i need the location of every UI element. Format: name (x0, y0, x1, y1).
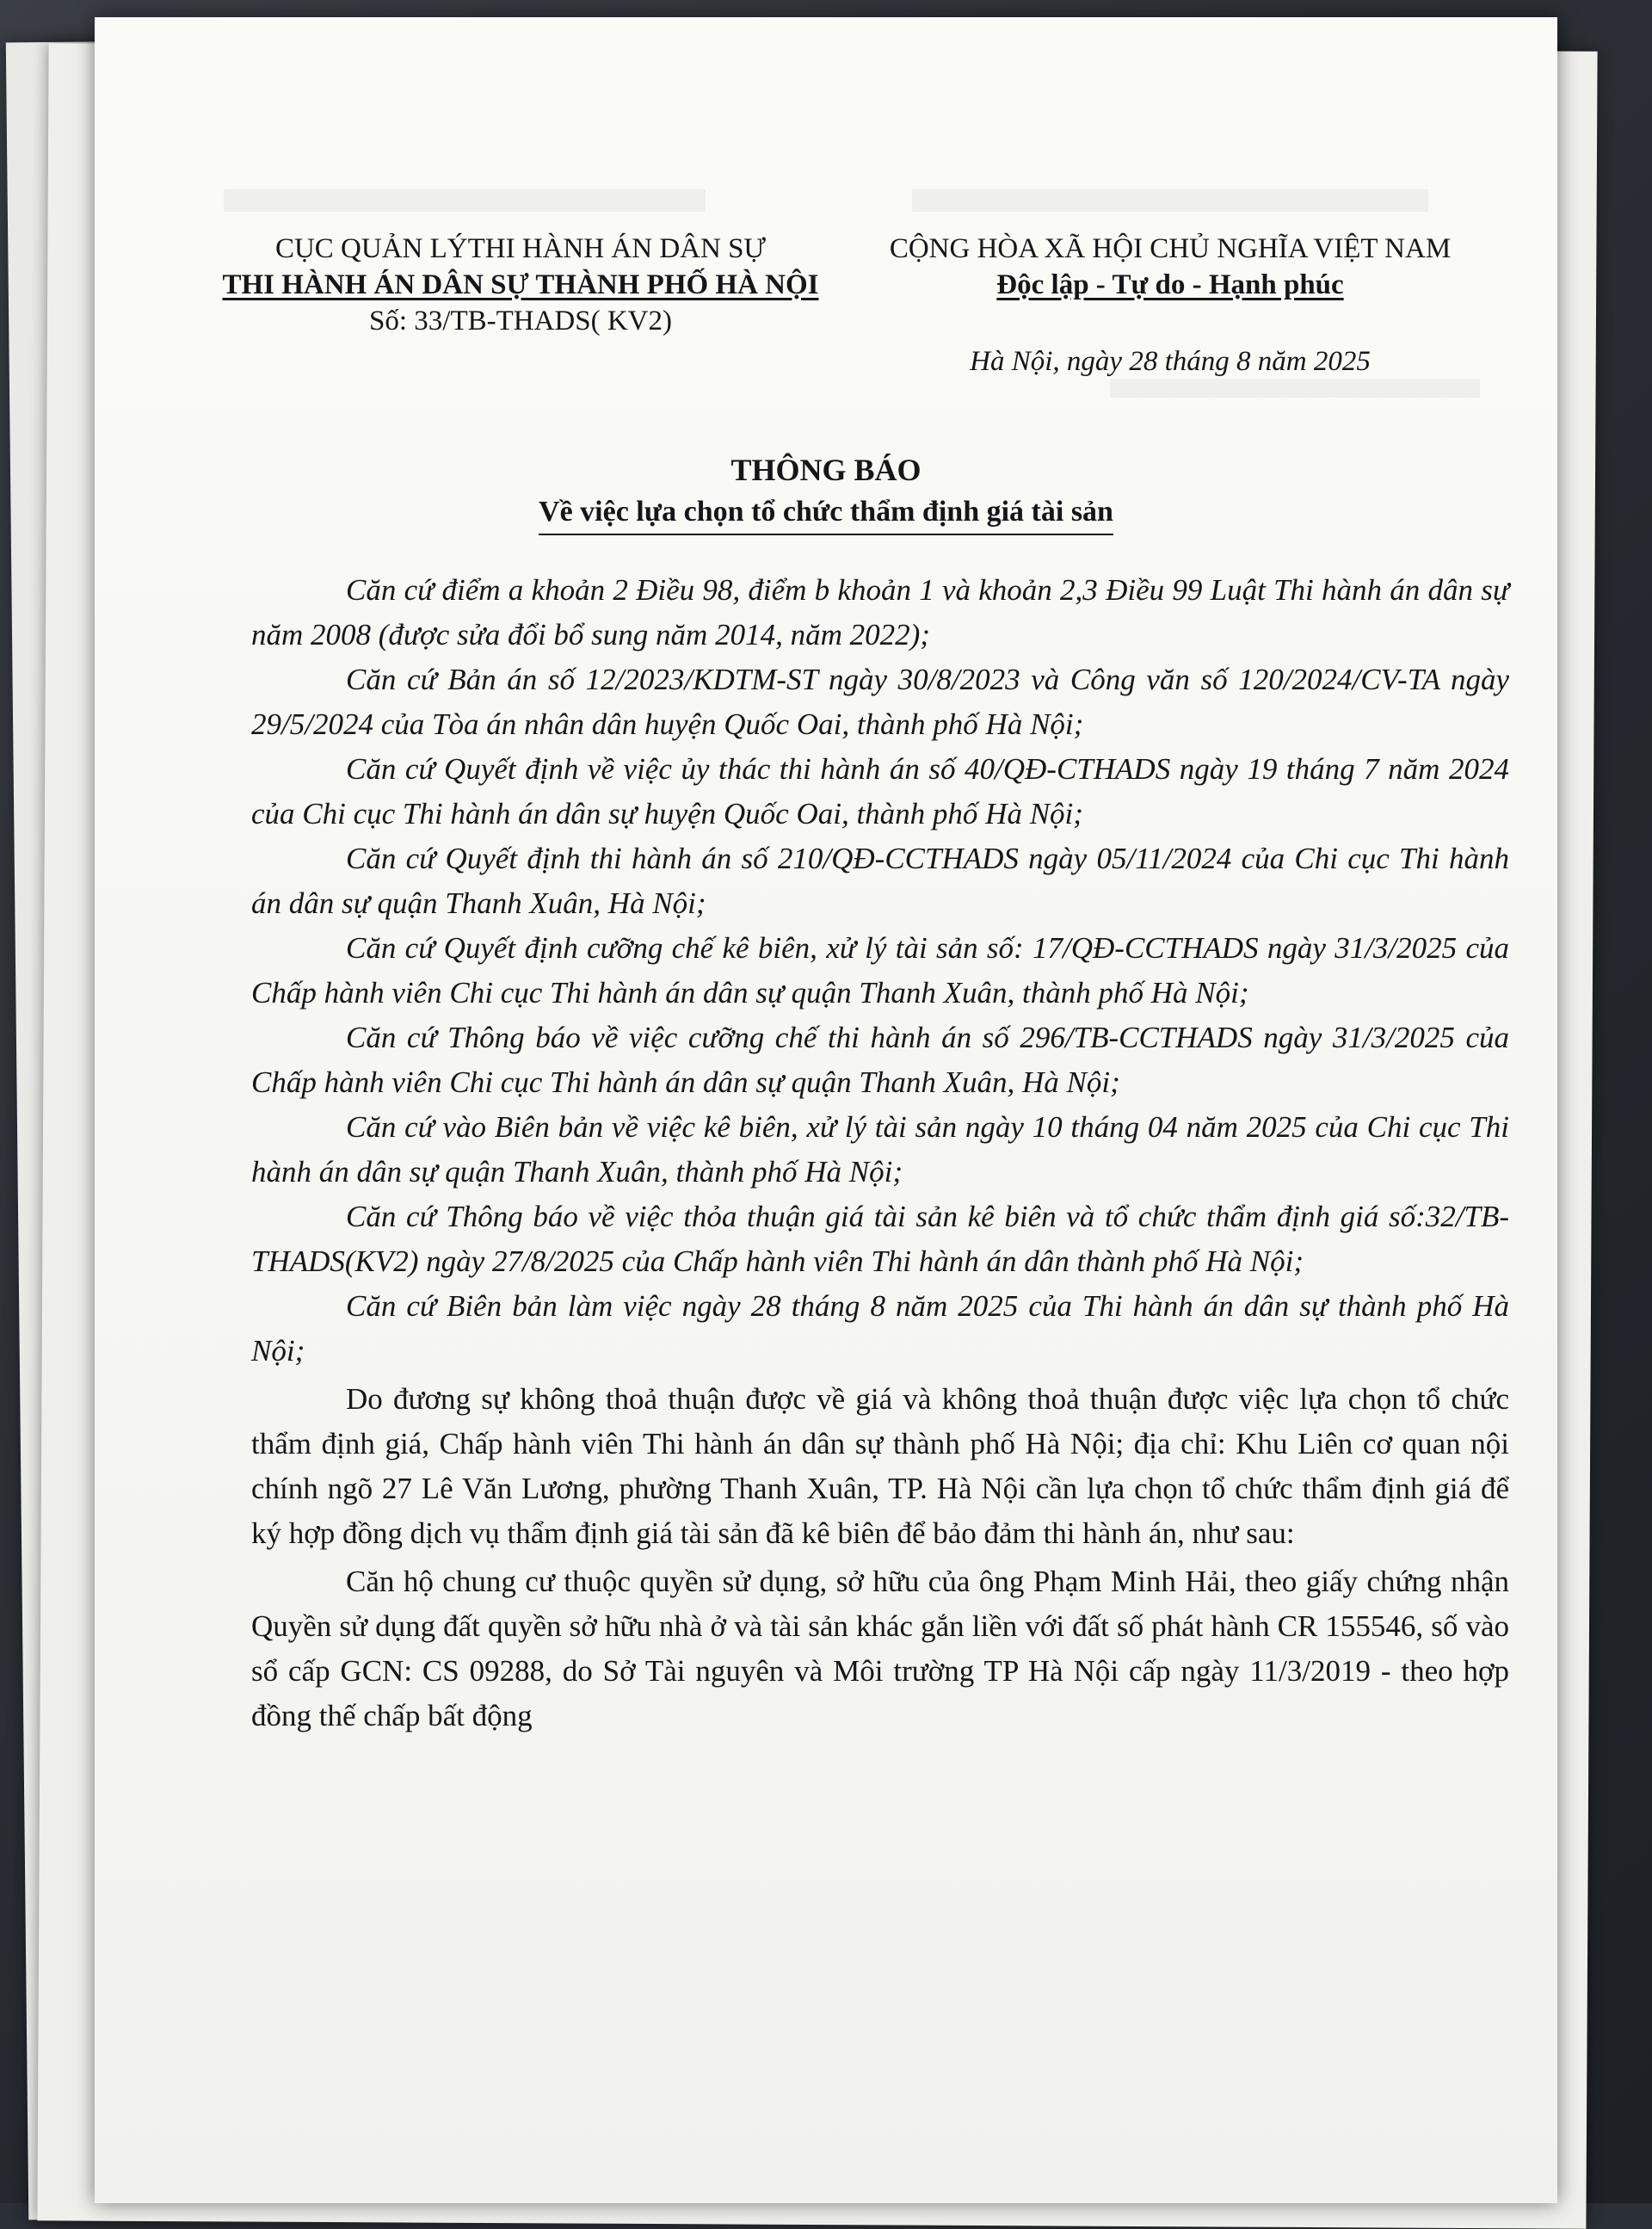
place-and-date: Hà Nội, ngày 28 tháng 8 năm 2025 (970, 346, 1371, 377)
nation-title: CỘNG HÒA XÃ HỘI CHỦ NGHĨA VIỆT NAM (889, 233, 1452, 264)
issuing-agency-block (185, 231, 856, 339)
agency-line-1: CỤC QUẢN LÝTHI HÀNH ÁN DÂN SỰ (274, 233, 767, 264)
nation-motto: Độc lập - Tự do - Hạnh phúc (996, 269, 1344, 300)
legal-ground: Căn cứ vào Biên bản về việc kê biên, xử lý tài sản ngày 10 tháng 04 năm 2025 của Chi cục Thi hành án dân sự quận Thanh Xuân, thành phố Hà Nội; (251, 1110, 1509, 1189)
agency-line-2: THI HÀNH ÁN DÂN SỰ THÀNH PHỐ HÀ NỘI (222, 269, 819, 300)
legal-ground: Căn cứ Quyết định về việc ủy thác thi hành án số 40/QĐ-CTHADS ngày 19 tháng 7 năm 2024 của Chi cục Thi hành án dân sự huyện Quốc Oai, thành phố Hà Nội; (251, 752, 1509, 830)
legal-ground: Căn cứ Biên bản làm việc ngày 28 tháng 8 năm 2025 của Thi hành án dân sự thành phố Hà Nội; (251, 1289, 1509, 1368)
body-paragraph: Do đương sự không thoả thuận được về giá và không thoả thuận được việc lựa chọn tổ chức thẩm định giá, Chấp hành viên Thi hành án dân sự thành phố Hà Nội; địa chỉ: Khu Liên cơ quan nội chính ngõ 27 Lê Văn Lương, phường Thanh Xuân, TP. Hà Nội cần lựa chọn tổ chức thẩm định giá để ký hợp đồng dịch vụ thẩm định giá tài sản đã kê biên để bảo đảm thi hành án, như sau: (251, 1382, 1509, 1550)
show-through (912, 189, 1428, 212)
document-title: THÔNG BÁO (730, 453, 922, 487)
document-subject (95, 496, 1557, 535)
legal-ground: Căn cứ Thông báo về việc thỏa thuận giá tài sản kê biên và tổ chức thẩm định giá số:32/TB-THADS(KV2) ngày 27/8/2025 của Chấp hành viên Thi hành án dân thành phố Hà Nội; (251, 1200, 1509, 1278)
document-page (95, 17, 1557, 2203)
legal-ground: Căn cứ Thông báo về việc cưỡng chế thi hành án số 296/TB-CCTHADS ngày 31/3/2025 của Chấp hành viên Chi cục Thi hành án dân sự quận Thanh Xuân, Hà Nội; (251, 1021, 1509, 1099)
subject-text: Về việc lựa chọn tổ chức thẩm định giá tài sản (539, 496, 1113, 535)
document-body (251, 568, 1509, 1738)
legal-ground: Căn cứ Quyết định thi hành án số 210/QĐ-CCTHADS ngày 05/11/2024 của Chi cục Thi hành án dân sự quận Thanh Xuân, Hà Nội; (251, 842, 1509, 920)
body-paragraph: Căn hộ chung cư thuộc quyền sử dụng, sở hữu của ông Phạm Minh Hải, theo giấy chứng nhận Quyền sử dụng đất quyền sở hữu nhà ở và tài sản khác gắn liền với đất số phát hành CR 155546, số vào sổ cấp GCN: CS 09288, do Sở Tài nguyên và Môi trường TP Hà Nội cấp ngày 11/3/2019 - theo hợp đồng thế chấp bất động (251, 1565, 1509, 1732)
legal-ground: Căn cứ Quyết định cưỡng chế kê biên, xử lý tài sản số: 17/QĐ-CCTHADS ngày 31/3/2025 của Chấp hành viên Chi cục Thi hành án dân sự quận Thanh Xuân, thành phố Hà Nội; (251, 931, 1509, 1010)
legal-ground: Căn cứ điểm a khoản 2 Điều 98, điểm b khoản 1 và khoản 2,3 Điều 99 Luật Thi hành án dân sự năm 2008 (được sửa đổi bổ sung năm 2014, năm 2022); (251, 573, 1509, 651)
legal-ground: Căn cứ Bản án số 12/2023/KDTM-ST ngày 30/8/2023 và Công văn số 120/2024/CV-TA ngày 29/5/2024 của Tòa án nhân dân huyện Quốc Oai, thành phố Hà Nội; (251, 663, 1509, 741)
show-through (1110, 379, 1480, 398)
document-number: Số: 33/TB-THADS( KV2) (369, 306, 672, 337)
show-through (224, 189, 706, 212)
national-motto-block (835, 231, 1506, 303)
